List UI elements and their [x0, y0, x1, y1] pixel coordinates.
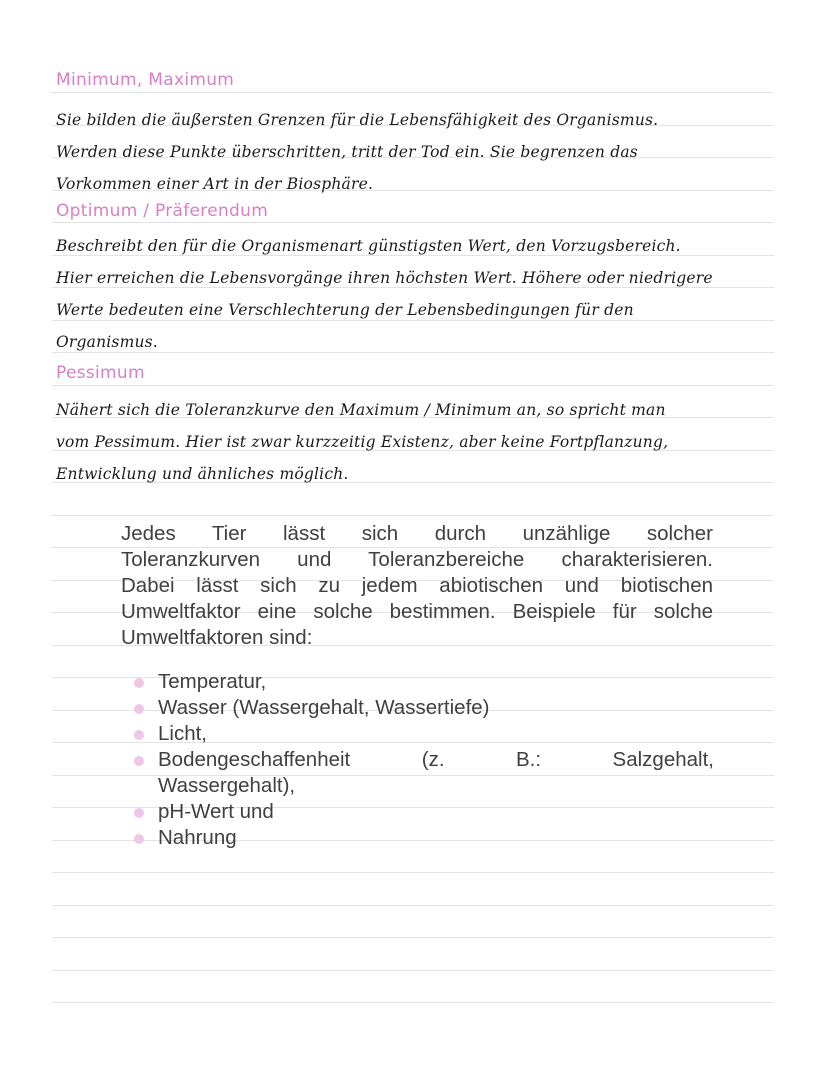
- paragraph-line: Toleranzkurven und Toleranzbereiche charakterisieren.: [121, 548, 713, 571]
- list-item-text: Temperatur,: [158, 670, 267, 693]
- rule-line: [52, 970, 774, 971]
- handwritten-line: Sie bilden die äußersten Grenzen für die Lebensfähigkeit des Organismus.: [56, 111, 659, 129]
- list-item: [132, 747, 722, 773]
- list-item-text: Bodengeschaffenheit (z. B.: Salzgehalt,: [158, 748, 714, 771]
- rule-line: [52, 937, 774, 938]
- paragraph-line: Dabei lässt sich zu jedem abiotischen und biotischen: [121, 574, 713, 597]
- handwritten-line: Entwicklung und ähnliches möglich.: [56, 465, 349, 483]
- section-optimum-body: [56, 230, 776, 358]
- bullet-icon: [134, 756, 144, 766]
- handwritten-line: Hier erreichen die Lebensvorgänge ihren höchsten Wert. Höhere oder niedrigere: [56, 269, 713, 287]
- rule-line: [52, 222, 774, 223]
- list-item: [132, 669, 722, 695]
- rule-line: [52, 385, 774, 386]
- list-item: [132, 721, 722, 747]
- section-heading: Minimum, Maximum: [56, 70, 235, 90]
- handwritten-line: Werden diese Punkte überschritten, tritt der Tod ein. Sie begrenzen das: [56, 143, 638, 161]
- list-item: [132, 695, 722, 721]
- environment-factor-list: [132, 669, 722, 851]
- list-item-text: Licht,: [158, 722, 207, 745]
- section-optimum: [56, 201, 776, 221]
- section-heading: Optimum / Präferendum: [56, 201, 269, 221]
- paragraph-line: Umweltfaktor eine solche bestimmen. Beispiele für solche: [121, 600, 713, 623]
- handwritten-line: Beschreibt den für die Organismenart günstigsten Wert, den Vorzugsbereich.: [56, 237, 681, 255]
- section-minimum-maximum: [56, 70, 776, 90]
- list-item-continuation: Wassergehalt),: [158, 774, 296, 797]
- section-pessimum-body: [56, 394, 776, 490]
- handwritten-line: Vorkommen einer Art in der Biosphäre.: [56, 175, 374, 193]
- handwritten-line: Nähert sich die Toleranzkurve den Maximum / Minimum an, so spricht man: [56, 401, 666, 419]
- bullet-icon: [134, 808, 144, 818]
- paragraph-line: Umweltfaktoren sind:: [121, 626, 313, 649]
- bullet-icon: [134, 678, 144, 688]
- list-item-text: Nahrung: [158, 826, 237, 849]
- section-pessimum: [56, 363, 776, 383]
- handwritten-line: vom Pessimum. Hier ist zwar kurzzeitig Existenz, aber keine Fortpflanzung,: [56, 433, 669, 451]
- handwritten-line: Organismus.: [56, 333, 158, 351]
- rule-line: [52, 872, 774, 873]
- list-item-text: pH-Wert und: [158, 800, 274, 823]
- bullet-icon: [134, 834, 144, 844]
- bullet-icon: [134, 704, 144, 714]
- list-item: [132, 799, 722, 825]
- handwritten-line: Werte bedeuten eine Verschlechterung der Lebensbedingungen für den: [56, 301, 634, 319]
- section-minimum-maximum-body: [56, 104, 776, 200]
- bullet-icon: [134, 730, 144, 740]
- section-heading: Pessimum: [56, 363, 145, 383]
- rule-line: [52, 1002, 774, 1003]
- rule-line: [52, 905, 774, 906]
- rule-line: [52, 515, 774, 516]
- rule-line: [52, 92, 774, 93]
- list-item-text: Wasser (Wassergehalt, Wassertiefe): [158, 696, 490, 719]
- typed-paragraph: [121, 521, 713, 651]
- list-item: [132, 825, 722, 851]
- paragraph-line: Jedes Tier lässt sich durch unzählige solcher: [121, 522, 713, 545]
